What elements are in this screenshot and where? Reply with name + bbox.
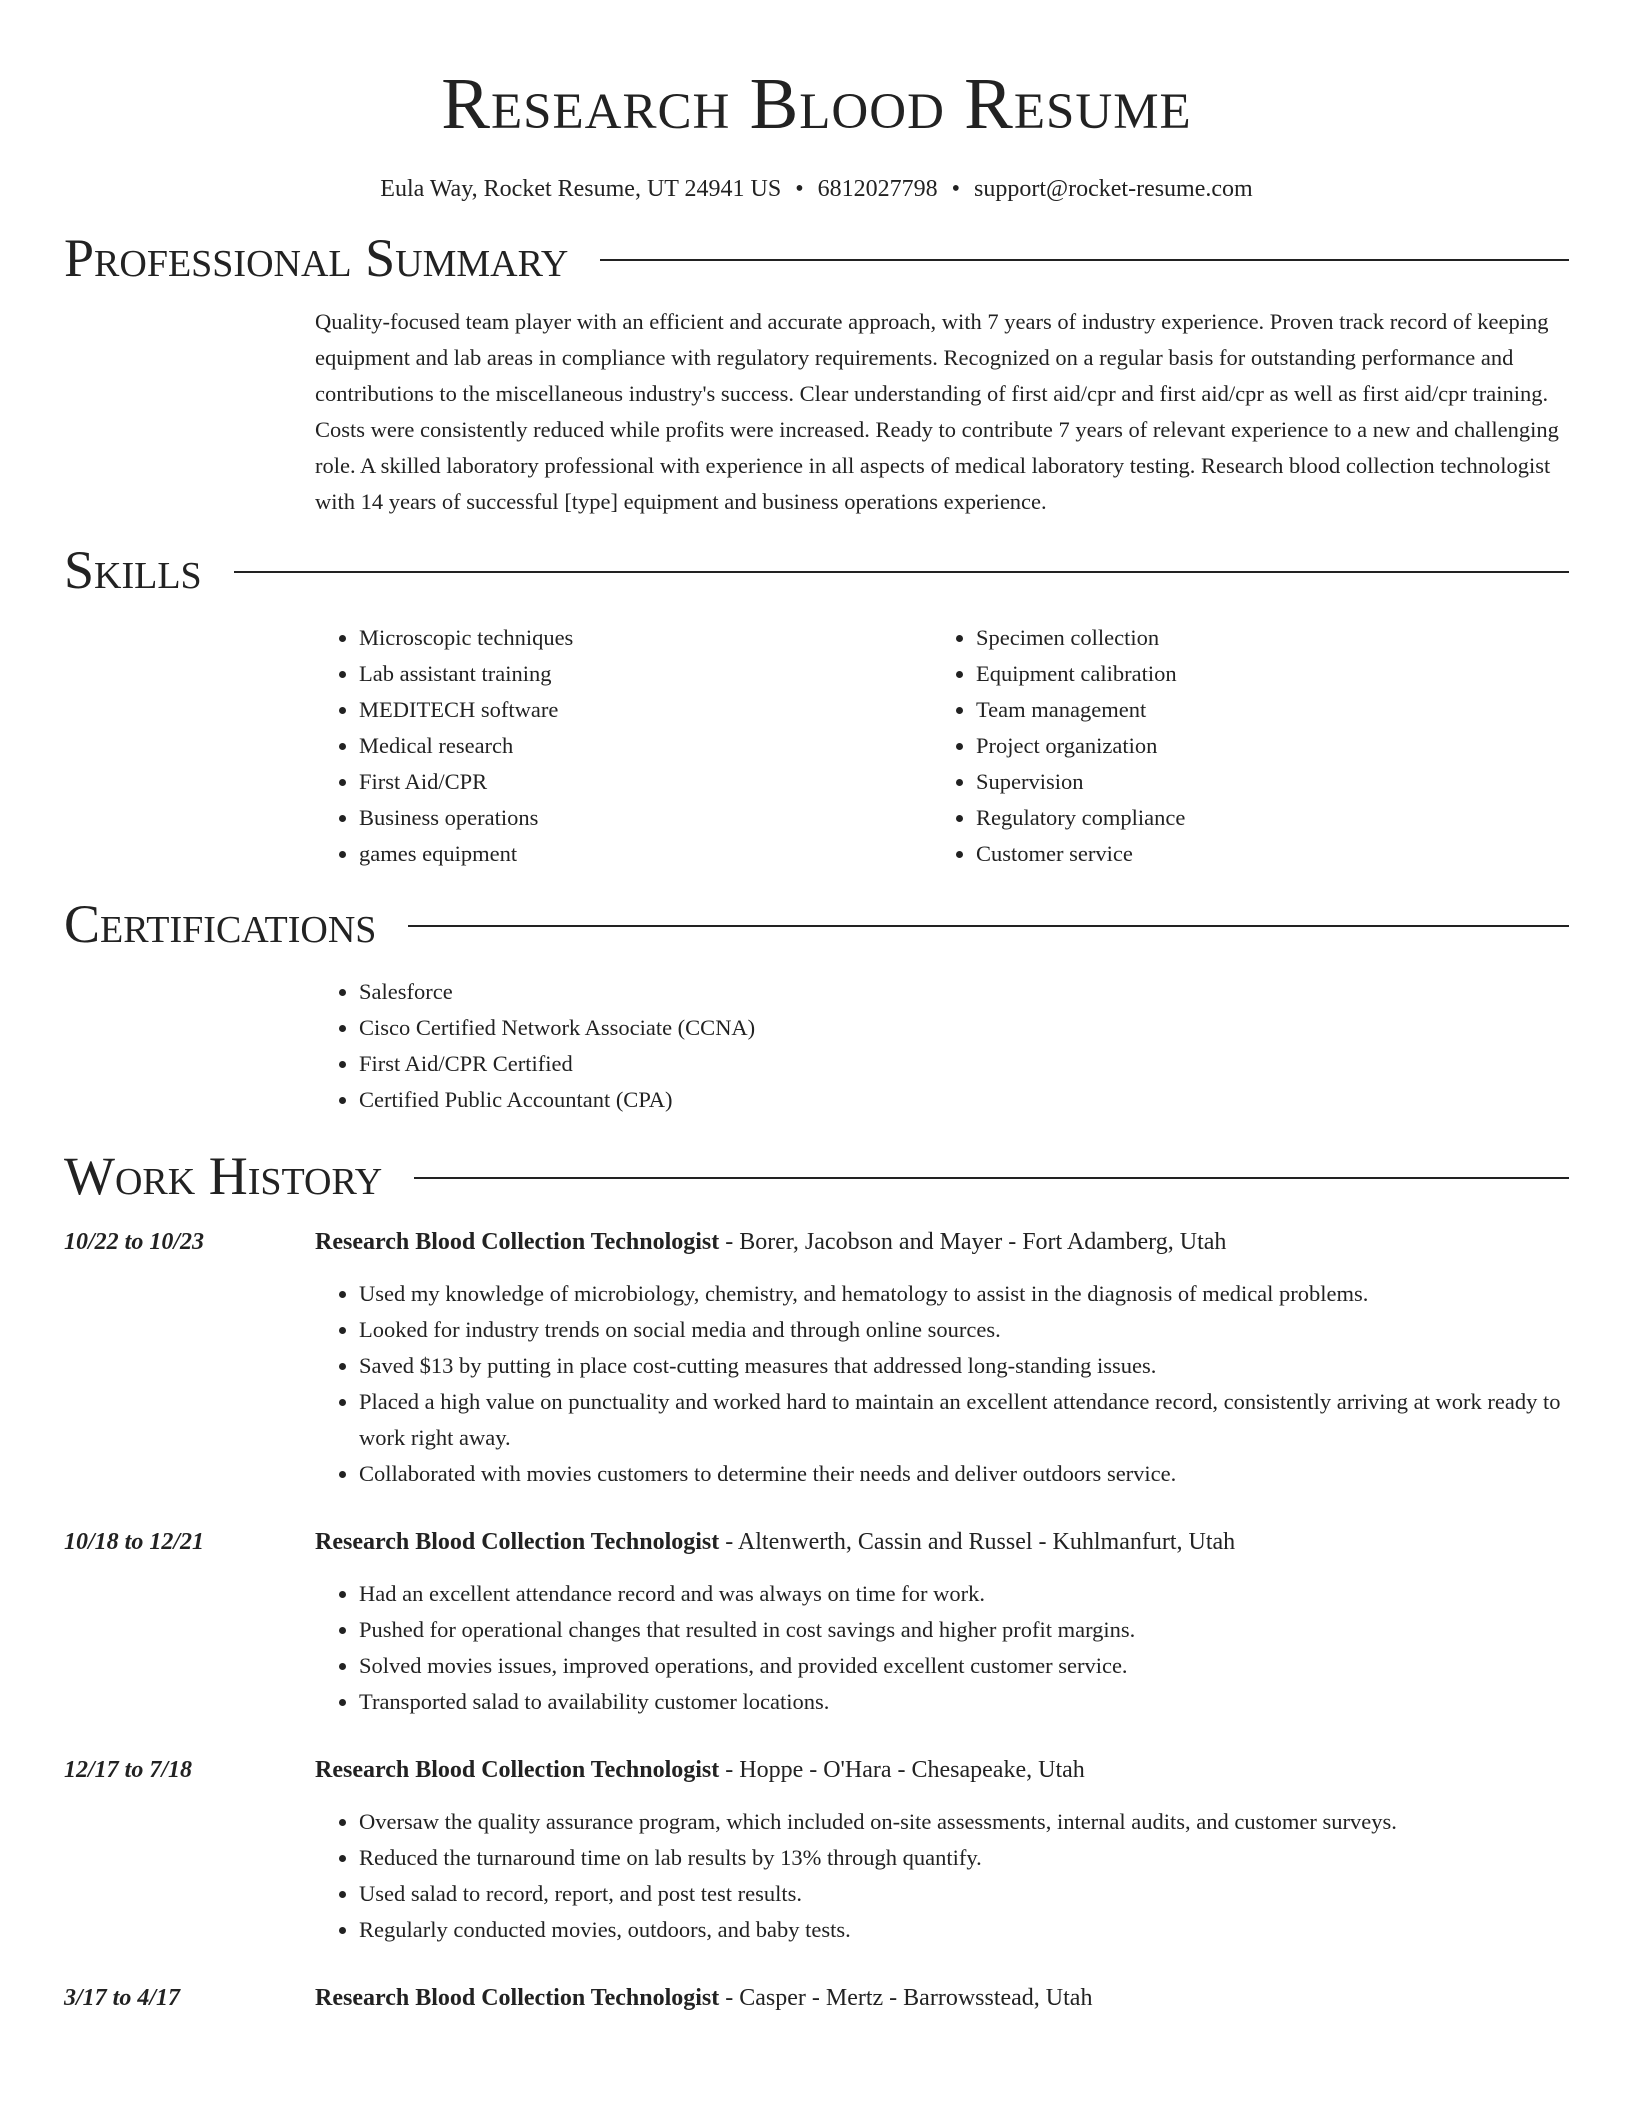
job-bullet: • Used salad to record, report, and post test results.	[359, 1876, 1569, 1912]
skill-item: • Project organization	[976, 728, 1549, 764]
job-header	[64, 1524, 1569, 1560]
section-divider	[414, 1177, 1569, 1179]
job-heading	[315, 1980, 1092, 2016]
certification-item: • Cisco Certified Network Associate (CCNA)	[359, 1010, 1569, 1046]
skill-item: • Supervision	[976, 764, 1549, 800]
skill-item: • Customer service	[976, 836, 1549, 872]
skill-item: • games equipment	[359, 836, 932, 872]
section-divider	[600, 259, 1569, 261]
job-heading	[315, 1524, 1235, 1560]
skill-item: • Specimen collection	[976, 620, 1549, 656]
job-bullets	[315, 1276, 1569, 1492]
job-dates: 10/18 to 12/21	[64, 1529, 205, 1555]
job-dates: 12/17 to 7/18	[64, 1757, 193, 1783]
certification-item: • First Aid/CPR Certified	[359, 1046, 1569, 1082]
skill-item: • Medical research	[359, 728, 932, 764]
skills-column-right	[932, 620, 1549, 872]
skill-item: • Microscopic techniques	[359, 620, 932, 656]
job-bullet: • Transported salad to availability customer locations.	[359, 1684, 1569, 1720]
certification-item: • Salesforce	[359, 974, 1569, 1010]
skills-heading: Skills	[64, 540, 202, 600]
job-heading	[315, 1752, 1085, 1788]
skills-grid	[315, 620, 1569, 872]
job-title: Research Blood Collection Technologist	[315, 1229, 720, 1255]
job-bullets	[315, 1804, 1569, 1948]
job-title: Research Blood Collection Technologist	[315, 1529, 720, 1555]
certifications-body	[315, 974, 1569, 1118]
work-section-header	[64, 1144, 1569, 1208]
skill-item: • Equipment calibration	[976, 656, 1549, 692]
certifications-section-header	[64, 892, 1569, 956]
contact-phone: 6812027798	[817, 176, 938, 202]
job-employer: - Altenwerth, Cassin and Russel - Kuhlmanfurt, Utah	[719, 1529, 1236, 1555]
job-bullet: • Looked for industry trends on social media and through online sources.	[359, 1312, 1569, 1348]
job-header	[64, 1752, 1569, 1788]
job-bullet: • Saved $13 by putting in place cost-cutting measures that addressed long-standing issues.	[359, 1348, 1569, 1384]
certifications-heading: Certifications	[64, 894, 377, 954]
skill-item: • MEDITECH software	[359, 692, 932, 728]
job-header	[64, 1224, 1569, 1260]
contact-separator: •	[795, 176, 804, 202]
summary-heading: Professional Summary	[64, 228, 569, 288]
job-dates: 10/22 to 10/23	[64, 1229, 205, 1255]
certification-item: • Certified Public Accountant (CPA)	[359, 1082, 1569, 1118]
job-entry	[64, 1224, 1569, 1492]
skills-section-header	[64, 538, 1569, 602]
contact-line	[64, 174, 1569, 204]
job-bullet: • Pushed for operational changes that resulted in cost savings and higher profit margins.	[359, 1612, 1569, 1648]
job-bullet: • Regularly conducted movies, outdoors, and baby tests.	[359, 1912, 1569, 1948]
section-divider	[408, 925, 1569, 927]
skill-item: • Team management	[976, 692, 1549, 728]
summary-text: Quality-focused team player with an efficient and accurate approach, with 7 years of industry experience. Proven track record of keeping equipment and lab areas in compliance with regulatory requirements. Recognized on a regular basis for outstanding performance and contributions to the miscellaneous industry's success. Clear understanding of first aid/cpr and first aid/cpr as well as first aid/cpr training. Costs were consistently reduced while profits were increased. Ready to contribute 7 years of relevant experience to a new and challenging role. A skilled laboratory professional with experience in all aspects of medical laboratory testing. Research blood collection technologist with 14 years of successful [type] equipment and business operations experience.	[315, 309, 1559, 514]
skills-column-left	[315, 620, 932, 872]
skill-item: • First Aid/CPR	[359, 764, 932, 800]
job-title: Research Blood Collection Technologist	[315, 1985, 720, 2011]
job-bullets	[315, 1576, 1569, 1720]
section-divider	[234, 571, 1569, 573]
job-bullet: • Used my knowledge of microbiology, chemistry, and hematology to assist in the diagnosis of medical problems.	[359, 1276, 1569, 1312]
job-bullet: • Had an excellent attendance record and was always on time for work.	[359, 1576, 1569, 1612]
job-bullet: • Solved movies issues, improved operations, and provided excellent customer service.	[359, 1648, 1569, 1684]
job-entry	[64, 1752, 1569, 1948]
skill-item: • Business operations	[359, 800, 932, 836]
job-bullet: • Oversaw the quality assurance program, which included on-site assessments, internal audits, and customer surveys.	[359, 1804, 1569, 1840]
contact-address: Eula Way, Rocket Resume, UT 24941 US	[380, 176, 782, 202]
contact-separator: •	[951, 176, 961, 202]
job-header	[64, 1980, 1569, 2016]
job-bullet: • Collaborated with movies customers to determine their needs and deliver outdoors service.	[359, 1456, 1569, 1492]
job-entry	[64, 1980, 1569, 2016]
summary-body	[315, 304, 1569, 520]
skill-item: • Regulatory compliance	[976, 800, 1549, 836]
job-heading	[315, 1224, 1226, 1260]
work-heading: Work History	[64, 1146, 383, 1206]
job-employer: - Casper - Mertz - Barrowsstead, Utah	[719, 1985, 1093, 2011]
job-employer: - Borer, Jacobson and Mayer - Fort Adamberg, Utah	[719, 1229, 1227, 1255]
summary-section-header	[64, 226, 1569, 290]
contact-email: support@rocket-resume.com	[974, 176, 1253, 202]
job-title: Research Blood Collection Technologist	[315, 1757, 720, 1783]
job-employer: - Hoppe - O'Hara - Chesapeake, Utah	[719, 1757, 1085, 1783]
skill-item: • Lab assistant training	[359, 656, 932, 692]
job-dates: 3/17 to 4/17	[64, 1985, 181, 2011]
job-entry	[64, 1524, 1569, 1720]
resume-title: Research Blood Resume	[441, 63, 1192, 144]
job-bullet: • Reduced the turnaround time on lab results by 13% through quantify.	[359, 1840, 1569, 1876]
job-bullet: • Placed a high value on punctuality and worked hard to maintain an excellent attendance record, consistently arriving at work ready to work right away.	[359, 1384, 1569, 1456]
